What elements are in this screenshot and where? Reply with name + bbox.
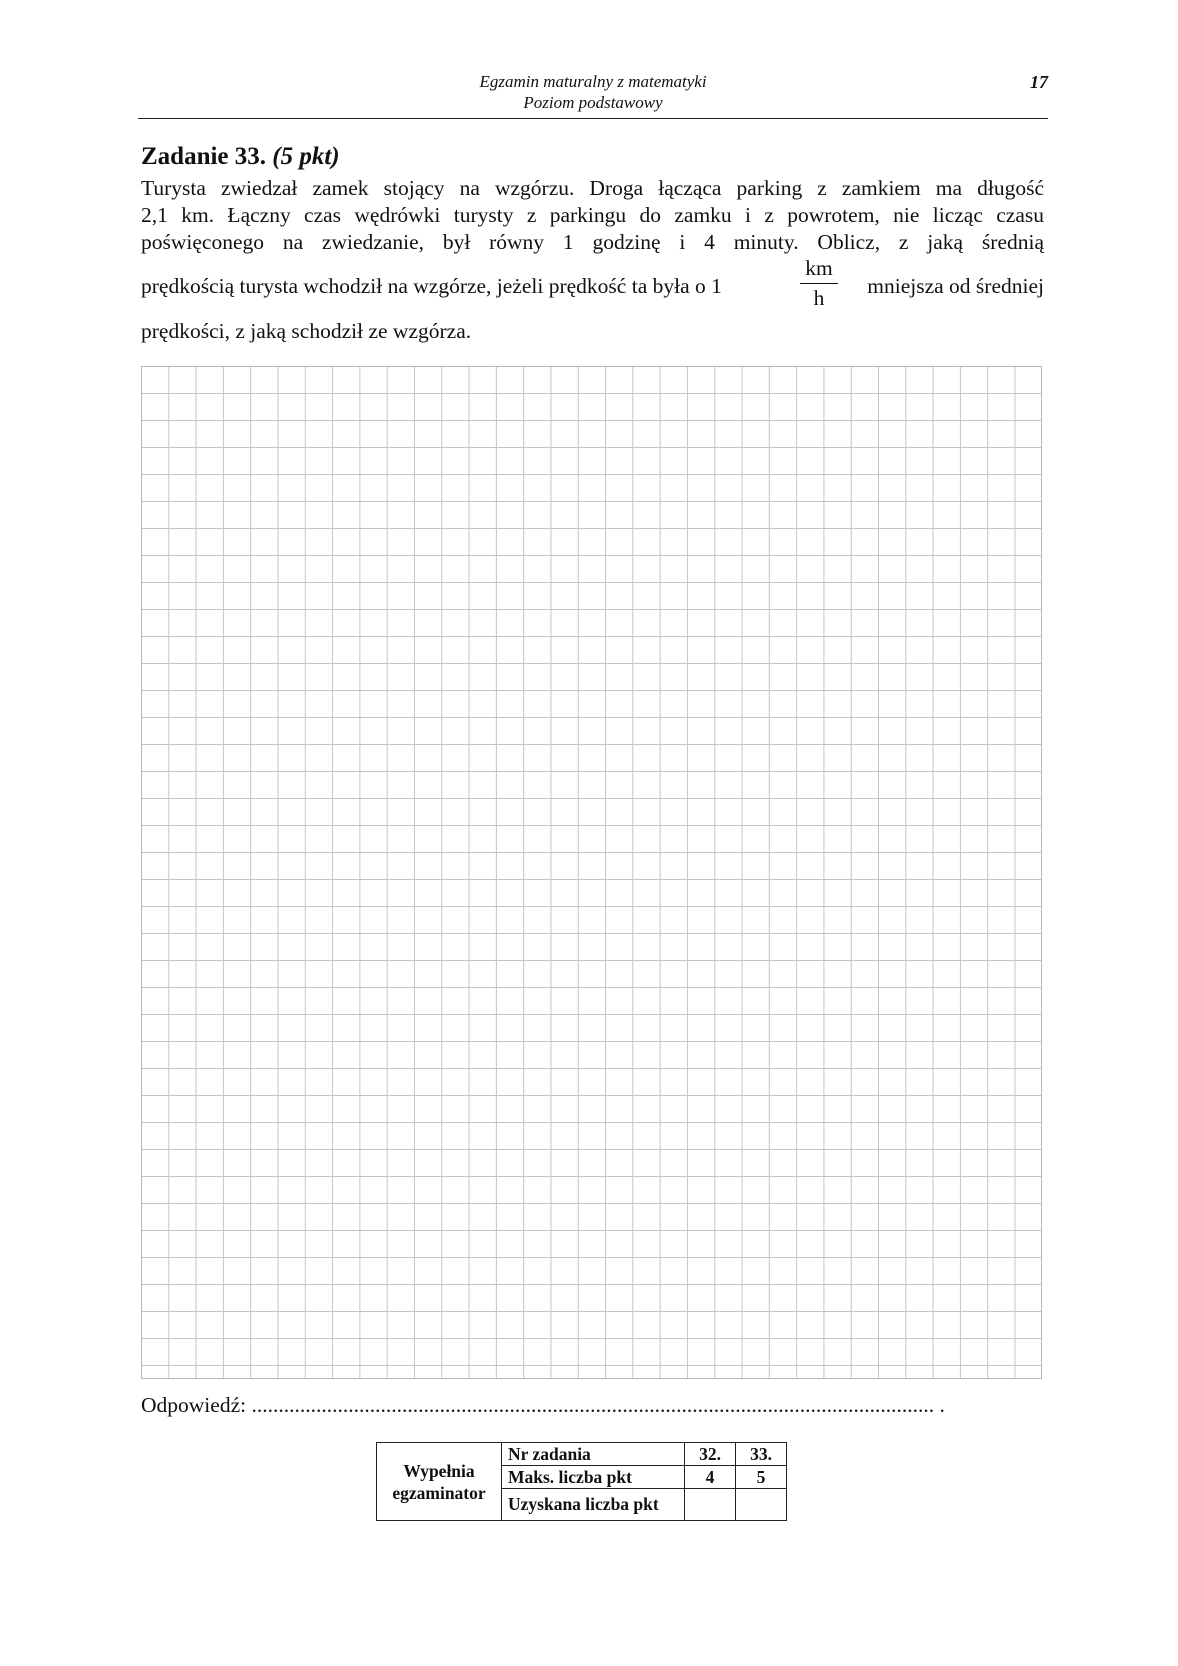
row-label-max-points: Maks. liczba pkt bbox=[502, 1466, 685, 1489]
solution-grid[interactable] bbox=[141, 366, 1042, 1379]
examiner-cell bbox=[377, 1443, 502, 1521]
unit-fraction bbox=[800, 255, 838, 311]
examiner-label-line1: Wypełnia bbox=[403, 1460, 475, 1481]
page-number: 17 bbox=[1030, 72, 1048, 92]
task-number-32: 32. bbox=[685, 1443, 736, 1466]
task-points: (5 pkt) bbox=[272, 143, 340, 170]
obtained-points-32[interactable] bbox=[685, 1489, 736, 1521]
task-text-line: prędkości, z jaką schodził ze wzgórza. bbox=[141, 319, 472, 343]
row-label-obtained-points: Uzyskana liczba pkt bbox=[502, 1489, 685, 1521]
task-title bbox=[141, 143, 340, 171]
header-level: Poziom podstawowy bbox=[523, 93, 663, 112]
answer-label: Odpowiedź: bbox=[141, 1393, 252, 1417]
max-points-32: 4 bbox=[685, 1466, 736, 1489]
task-number: Zadanie 33. bbox=[141, 143, 267, 170]
task-text-line: mniejsza od średniej bbox=[867, 274, 1044, 298]
unit-numerator: km bbox=[800, 255, 838, 284]
task-text-line: prędkością turysta wchodził na wzgórze, jeżeli prędkość ta była o 1 bbox=[141, 274, 722, 298]
task-text-line: poświęconego na zwiedzanie, był równy 1 godzinę i 4 minuty. Oblicz, z jaką średnią bbox=[141, 230, 1044, 254]
header-exam-title: Egzamin maturalny z matematyki bbox=[479, 72, 707, 91]
obtained-points-33[interactable] bbox=[736, 1489, 787, 1521]
answer-line bbox=[141, 1392, 1044, 1419]
task-number-33: 33. bbox=[736, 1443, 787, 1466]
examiner-label-line2: egzaminator bbox=[392, 1482, 486, 1503]
task-text-line: Turysta zwiedzał zamek stojący na wzgórzu. Droga łącząca parking z zamkiem ma długość bbox=[141, 176, 1044, 200]
page-header bbox=[138, 72, 1048, 119]
answer-dots[interactable]: ............................................................................................................................... . bbox=[251, 1393, 945, 1417]
task-text-line: 2,1 km. Łączny czas wędrówki turysty z parkingu do zamku i z powrotem, nie licząc czasu bbox=[141, 203, 1044, 227]
max-points-33: 5 bbox=[736, 1466, 787, 1489]
score-table bbox=[376, 1442, 787, 1521]
row-label-task-number: Nr zadania bbox=[502, 1443, 685, 1466]
unit-denominator: h bbox=[813, 286, 825, 310]
